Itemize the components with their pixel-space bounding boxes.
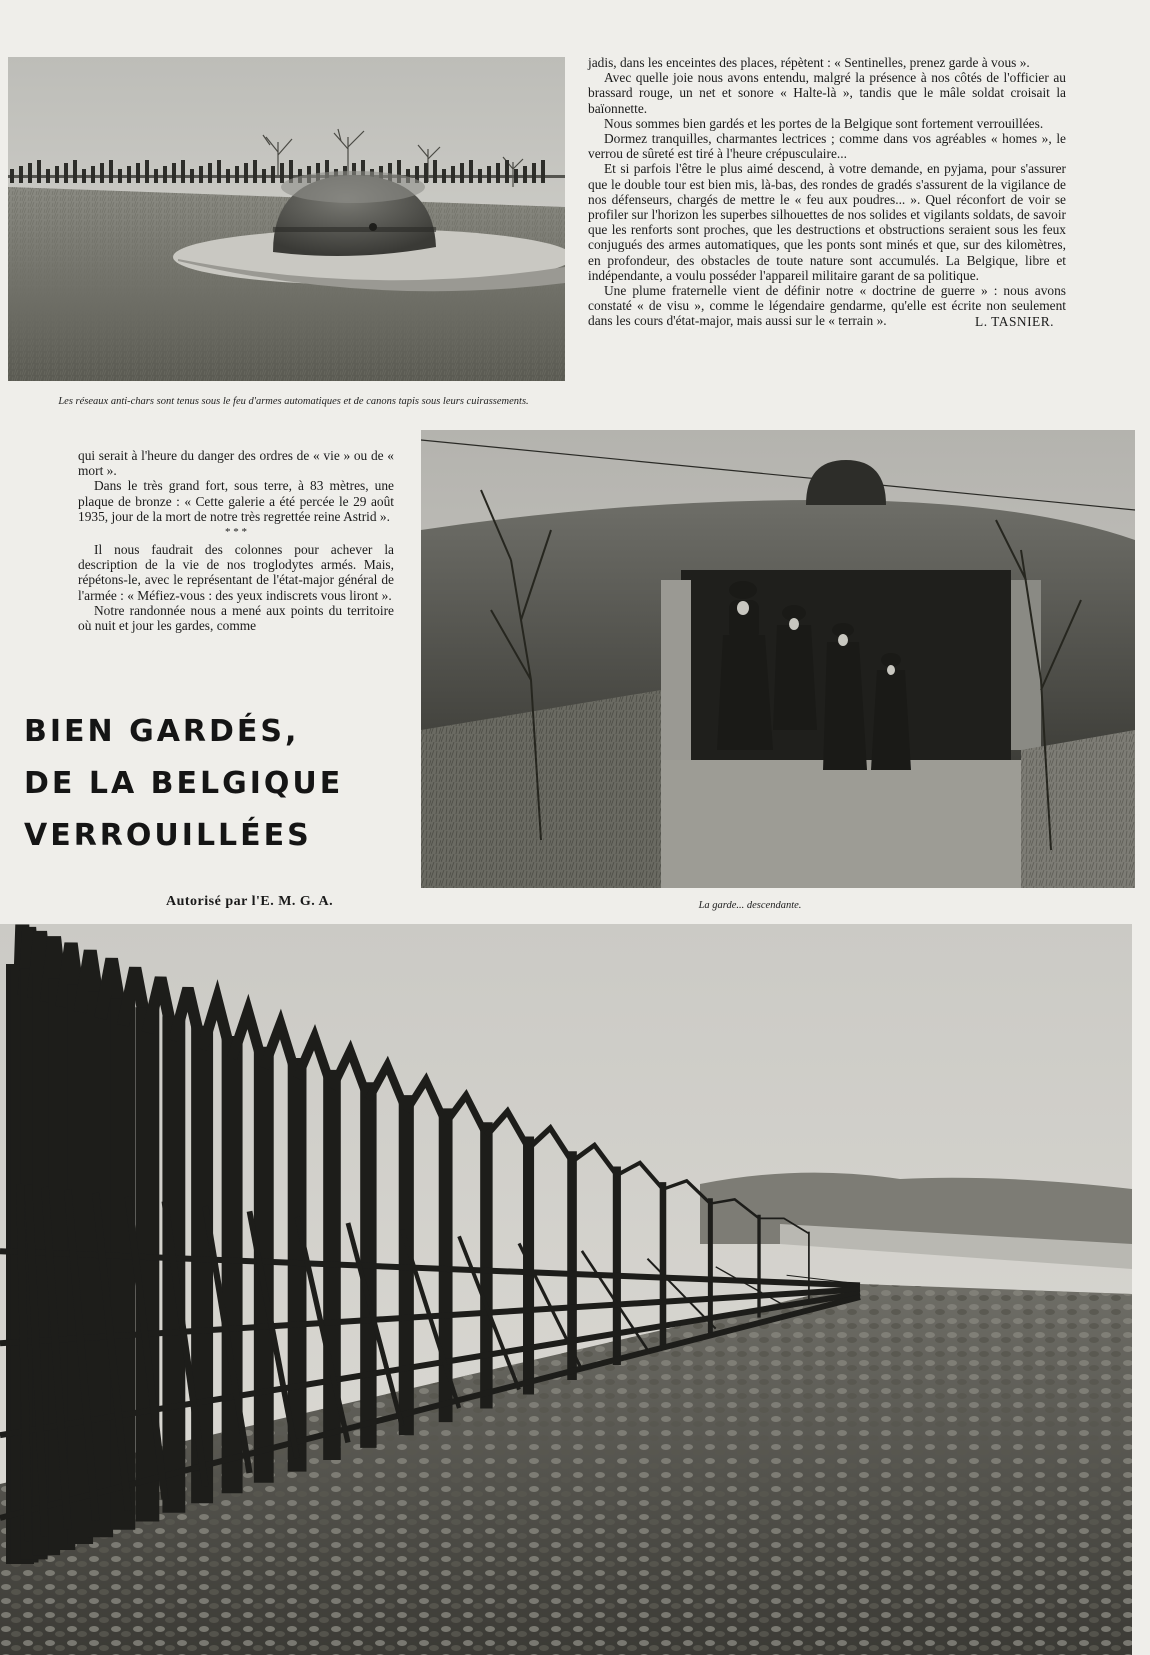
headline-line: VERROUILLÉES [24, 818, 312, 853]
caption-top-photo: Les réseaux anti-chars sont tenus sous le feu d'armes automatiques et de canons tapis sous leurs cuirassements. [58, 396, 529, 407]
photo-armored-cupola [8, 57, 565, 381]
paragraph: qui serait à l'heure du danger des ordres de « vie » ou de « mort ». [78, 448, 394, 479]
paragraph: Dans le très grand fort, sous terre, à 83 mètres, une plaque de bronze : « Cette galerie a été percée le 29 août 1935, jour de la mort de notre très regrettée reine Astrid ». [78, 478, 394, 524]
paragraph: Il nous faudrait des colonnes pour achever la description de la vie de nos troglodytes armés. Mais, répétons-le, avec le représentant de l'état-major général de l'armée : « Méfiez-vous : des yeux indiscrets vous liront ». [78, 542, 394, 603]
photo-guard-descending [421, 430, 1135, 888]
article-left-column [78, 448, 394, 633]
paragraph: jadis, dans les enceintes des places, répètent : « Sentinelles, prenez garde à vous ». [588, 55, 1030, 70]
paragraph: Une plume fraternelle vient de définir notre « doctrine de guerre » : nous avons constaté « de visu », comme le légendaire gendarme, qu'elle est écrite non seulement dans les cours d'état-major, mais aussi sur le « terrain ». [588, 283, 1066, 329]
authorization-line: Autorisé par l'E. M. G. A. [166, 894, 334, 909]
paragraph: Et si parfois l'être le plus aimé descend, à votre demande, en pyjama, pour s'assurer que le double tour est bien mis, là-bas, des rondes de gradés s'assurent de la vigilance de nos défenseurs, chargés de mettre le « feu aux poudres... ». Quel réconfort de voir se profiler sur l'horizon les superbes silhouettes de nos solides et vigilants soldats, de savoir que les renforts sont proches, que les destructions et obstructions seraient sous les feux conjugués des armes automatiques, que les ponts sont minés et que, sur des kilomètres, en profondeur, des obstacles de toute nature sont accumulés. La Belgique, libre et indépendante, a voulu posséder l'appareil militaire garant de sa politique. [588, 161, 1066, 283]
author-signature: L. TASNIER. [975, 313, 1054, 329]
photo-anti-tank-fence [0, 924, 1132, 1655]
paragraph: Notre randonnée nous a mené aux points du territoire où nuit et jour les gardes, comme [78, 602, 394, 634]
headline-line: BIEN GARDÉS, [24, 714, 300, 749]
paragraph: Nous sommes bien gardés et les portes de la Belgique sont fortement verrouillées. [604, 115, 1044, 131]
caption-middle-photo: La garde... descendante. [698, 900, 802, 911]
headline [24, 706, 384, 862]
section-separator: * * * [225, 526, 247, 539]
paragraph: Avec quelle joie nous avons entendu, malgré la présence à nos côtés de l'officier au brassard rouge, un net et sonore « Halte-là », tandis que le mâle soldat croisait la baïonnette. [588, 70, 1066, 116]
headline-line: DE LA BELGIQUE [24, 766, 344, 801]
paragraph: Dormez tranquilles, charmantes lectrices ; comme dans vos agréables « homes », le verrou de sûreté est tiré à l'heure crépusculaire... [588, 131, 1066, 162]
article-right-column [588, 55, 1066, 329]
